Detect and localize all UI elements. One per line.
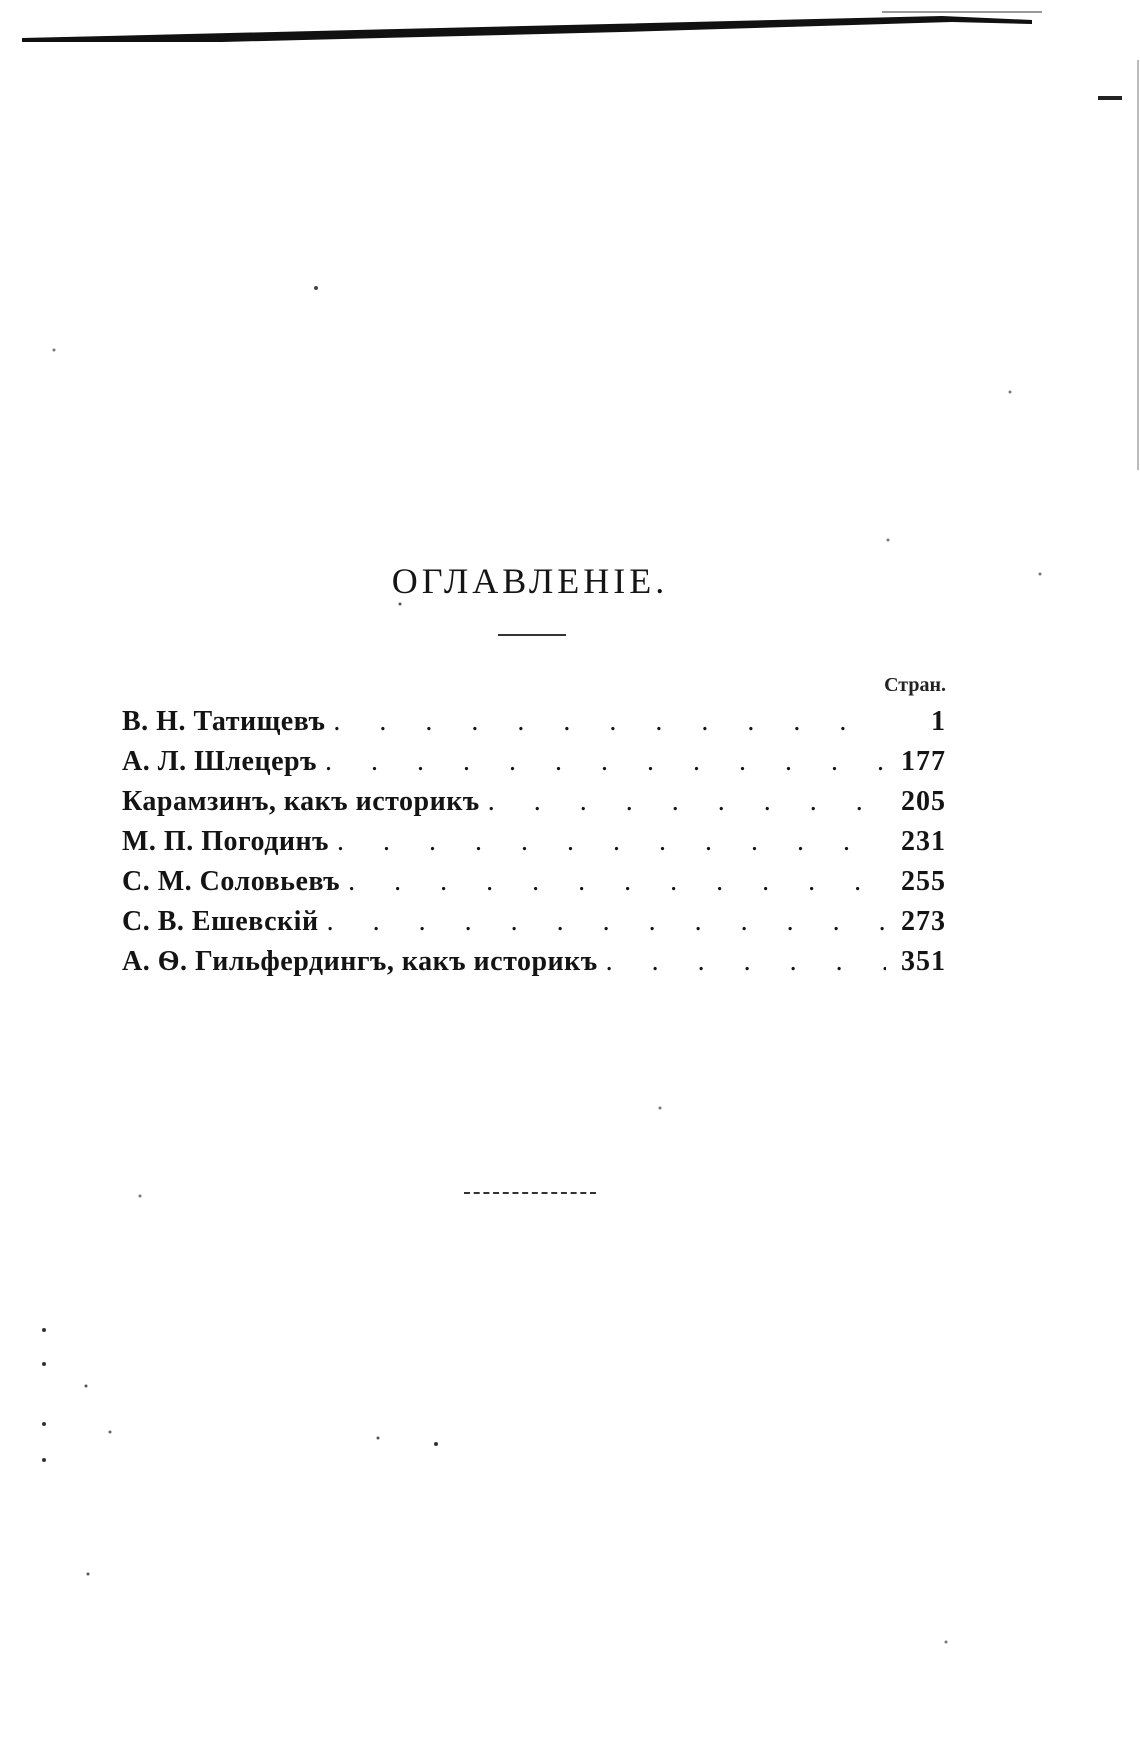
toc-entry-page: 1: [931, 706, 946, 737]
page-column-header: Стран.: [884, 674, 946, 696]
toc-entry-title: С. В. Ешевскій: [122, 906, 319, 937]
toc-entry-title: М. П. Погодинъ: [122, 826, 329, 857]
toc-entry-title: А. Ѳ. Гильфердингъ, какъ историкъ: [122, 946, 598, 977]
dot-leader: [348, 862, 886, 902]
toc-entry-page: 255: [901, 866, 946, 897]
scan-right-edge-mark: [1130, 0, 1140, 480]
toc-entry-page: 205: [901, 786, 946, 817]
toc-entry[interactable]: [122, 902, 946, 942]
dot-leader: [327, 902, 886, 942]
toc-entry-title: В. Н. Татищевъ: [122, 706, 326, 737]
dot-leader: [333, 702, 886, 742]
toc-entry-title: А. Л. Шлецеръ: [122, 746, 317, 777]
scan-top-edge-mark: [22, 6, 1042, 44]
toc-entry-title: С. М. Соловьевъ: [122, 866, 341, 897]
closing-divider: [464, 1192, 596, 1194]
toc-entry[interactable]: [122, 862, 946, 902]
page-title: ОГЛАВЛЕНІЕ.: [391, 561, 669, 601]
dot-leader: [488, 782, 886, 822]
toc-entry-page: 177: [901, 746, 946, 777]
toc-entry[interactable]: [122, 942, 946, 982]
table-of-contents: [122, 702, 946, 982]
toc-entry-page: 351: [901, 946, 946, 977]
toc-entry-title: Карамзинъ, какъ историкъ: [122, 786, 480, 817]
toc-entry-page: 231: [901, 826, 946, 857]
toc-entry[interactable]: [122, 702, 946, 742]
dot-leader: [606, 942, 886, 982]
dot-leader: [337, 822, 886, 862]
title-divider: [498, 634, 566, 636]
dot-leader: [325, 742, 886, 782]
toc-entry[interactable]: [122, 822, 946, 862]
toc-entry-page: 273: [901, 906, 946, 937]
toc-entry[interactable]: [122, 742, 946, 782]
toc-entry[interactable]: [122, 782, 946, 822]
